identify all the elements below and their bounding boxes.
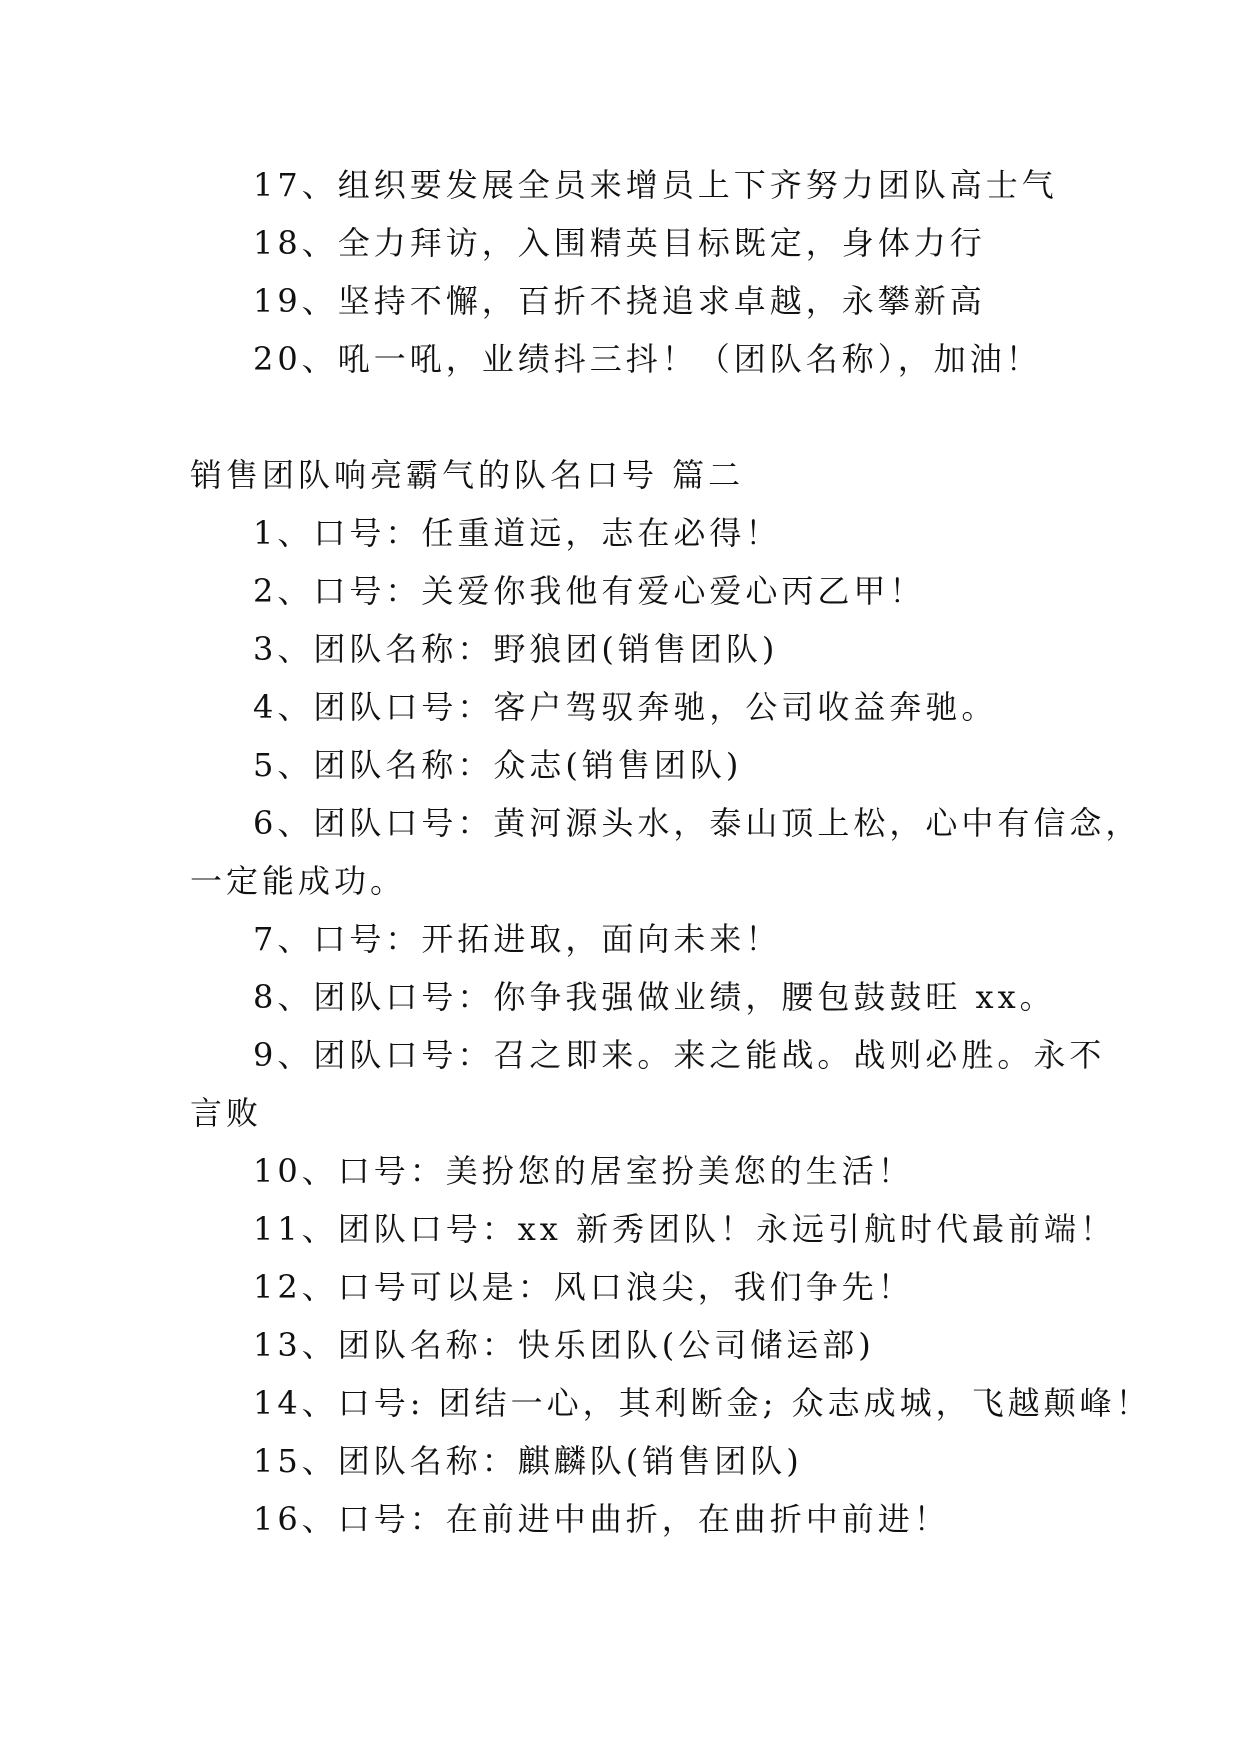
list-item-continuation: 言败 <box>190 1094 263 1132</box>
list-item: 11、团队口号：xx 新秀团队！永远引航时代最前端！ <box>253 1210 1116 1248</box>
list-item: 20、吼一吼，业绩抖三抖！（团队名称），加油！ <box>253 340 1042 378</box>
list-item: 1、口号：任重道远，志在必得！ <box>253 514 782 552</box>
list-item: 13、团队名称：快乐团队(公司储运部) <box>253 1326 875 1364</box>
list-item: 3、团队名称：野狼团(销售团队) <box>253 630 779 668</box>
list-item: 19、坚持不懈，百折不挠追求卓越，永攀新高 <box>253 282 986 320</box>
list-item: 5、团队名称：众志(销售团队) <box>253 746 743 784</box>
list-item: 12、口号可以是：风口浪尖，我们争先！ <box>253 1268 914 1306</box>
list-item: 15、团队名称：麒麟队(销售团队) <box>253 1442 803 1480</box>
list-item: 6、团队口号：黄河源头水，泰山顶上松，心中有信念， <box>253 804 1142 842</box>
list-item: 17、组织要发展全员来增员上下齐努力团队高士气 <box>253 166 1058 204</box>
list-item: 8、团队口号：你争我强做业绩，腰包鼓鼓旺 xx。 <box>253 978 1056 1016</box>
list-item: 9、团队口号：召之即来。来之能战。战则必胜。永不 <box>253 1036 1106 1074</box>
list-item: 14、口号: 团结一心，其利断金; 众志成城，飞越颠峰！ <box>253 1384 1152 1422</box>
list-item: 2、口号：关爱你我他有爱心爱心丙乙甲！ <box>253 572 926 610</box>
list-item-continuation: 一定能成功。 <box>190 862 407 900</box>
list-item: 16、口号：在前进中曲折，在曲折中前进！ <box>253 1500 950 1538</box>
list-item: 18、全力拜访，入围精英目标既定，身体力行 <box>253 224 986 262</box>
list-item: 10、口号：美扮您的居室扮美您的生活！ <box>253 1152 914 1190</box>
section-heading: 销售团队响亮霸气的队名口号 篇二 <box>190 456 745 494</box>
list-item: 7、口号：开拓进取，面向未来！ <box>253 920 782 958</box>
list-item: 4、团队口号：客户驾驭奔驰，公司收益奔驰。 <box>253 688 998 726</box>
